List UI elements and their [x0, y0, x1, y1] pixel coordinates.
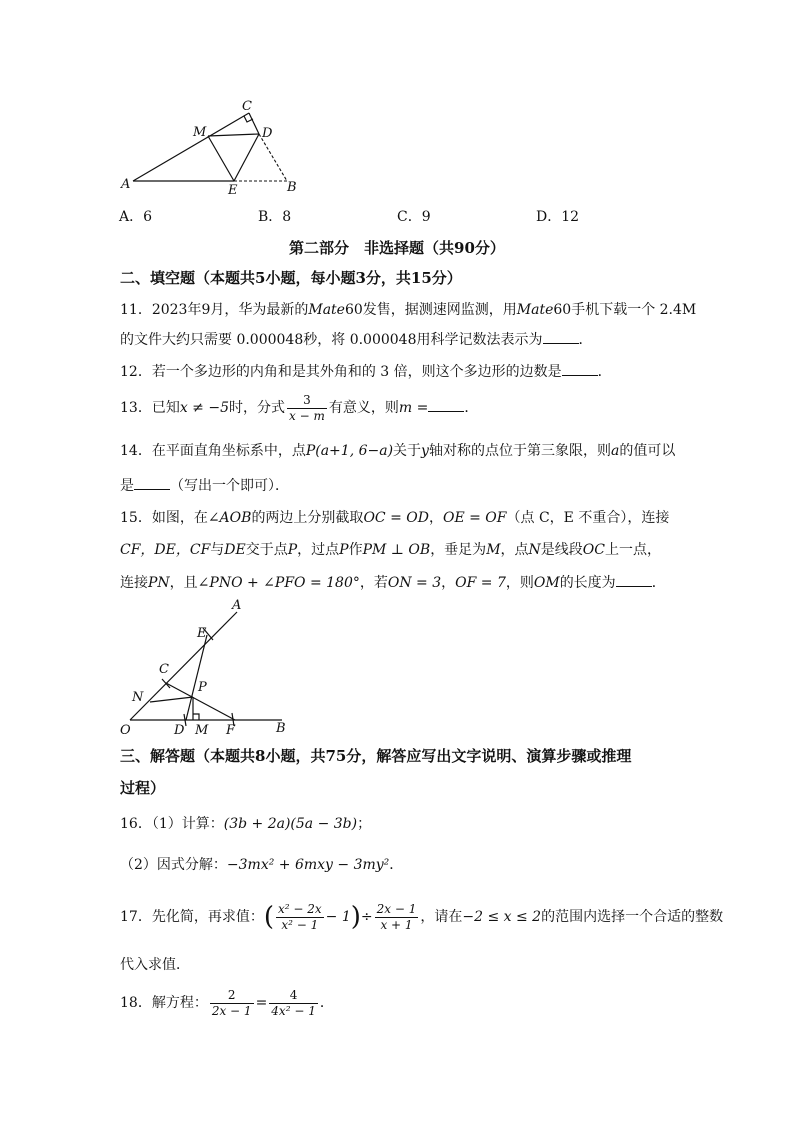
segment-db-dashed [259, 134, 287, 181]
segment-cd [249, 113, 259, 134]
fraction: $\frac{4}{\text{4x² − 1}}$ [271, 987, 316, 1018]
label-d: D [262, 126, 273, 141]
label-c: C [242, 99, 252, 114]
segment-ac [133, 113, 249, 181]
option-d: D．12 [536, 209, 580, 225]
answer-blank [562, 363, 598, 376]
q16-part1: 16．（1）计算：(3b + 2a)(5a − 3b)； [120, 816, 372, 832]
q18: 18．解方程： $\frac{2}{2x - 1}$ = $\frac{4}{\text{4x² − 1}}$ ． [120, 987, 334, 1018]
fraction: $\frac{2}{2x - 1}$ [211, 987, 252, 1018]
answer-blank [428, 399, 464, 412]
label-a: A [232, 598, 242, 613]
segment-de [186, 635, 207, 720]
label-e: E [228, 183, 238, 198]
segment-np [150, 697, 193, 702]
ray-oa [130, 612, 237, 720]
q11-line2: 的文件大约只需要 0.000048秒，将 0.000048用科学记数法表示为 ． [120, 332, 593, 348]
q13: 13．已知x ≠ −5时，分式 $\frac{3}{x - m}$ 有意义，则m = ． [120, 392, 479, 423]
label-c: C [159, 662, 169, 677]
q12: 12．若一个多边形的内角和是其外角和的 3 倍，则这个多边形的边数是 ． [120, 364, 612, 380]
label-f: F [226, 723, 236, 738]
option-a: A．6 [119, 209, 153, 225]
answer-blank [134, 477, 170, 490]
segment-md [208, 134, 259, 136]
q15-line1: 15．如图，在∠AOB的两边上分别截取OC = OD，OE = OF（点 C，E 不重合），连接 [120, 510, 670, 526]
segment-me [208, 136, 234, 181]
label-d: D [174, 723, 185, 738]
q17-line2: 代入求值． [120, 957, 190, 973]
label-o: O [120, 723, 131, 738]
section3-title-line1: 三、解答题（本题共8小题，共75分，解答应写出文字说明、演算步骤或推理 [120, 747, 632, 765]
fraction: $\frac{3}{x - m}$ [289, 392, 325, 423]
q14-line1: 14．在平面直角坐标系中，点P(a+1, 6−a)关于y轴对称的点位于第三象限，则a的值可以 [120, 443, 676, 459]
q17-line1: 17．先化简，再求值：( $\frac{\text{x² − 2x}}{\text{x² − 1}}$ − 1)÷ $\frac{2x - 1}{x + 1}$ ，请在−2 ≤ x ≤ 2的范围内选择一个合适的整数 [120, 901, 724, 932]
q14-line2: 是 （写出一个即可）． [120, 478, 289, 494]
option-b: B．8 [258, 209, 292, 225]
right-angle-mark-m [193, 714, 199, 720]
label-b: B [287, 180, 297, 195]
figure-triangle-abc [110, 95, 310, 200]
q16-part2: （2）因式分解：−3mx² + 6mxy − 3my²． [120, 857, 404, 873]
answer-blank [543, 331, 579, 344]
answer-blank [616, 574, 652, 587]
figure-angle-aob [110, 596, 310, 738]
label-b: B [276, 721, 286, 736]
option-c: C．9 [397, 209, 431, 225]
label-m: M [193, 125, 207, 140]
label-a: A [121, 177, 131, 192]
label-e: E [197, 626, 207, 641]
section2-title: 二、填空题（本题共5小题，每小题3分，共15分） [120, 269, 462, 287]
q11-line1: 11．2023年9月，华为最新的Mate60发售，据测速网监测，用Mate60手机下载一个 2.4M [120, 302, 697, 318]
label-n: N [132, 690, 144, 705]
q15-line2: CF，DE，CF与DE交于点P，过点P作PM ⊥ OB，垂足为M，点N是线段OC上一点， [120, 542, 661, 558]
q15-line3: 连接PN，且∠PNO + ∠PFO = 180°，若ON = 3，OF = 7，则OM的长度为 ． [120, 575, 666, 591]
label-p: P [198, 680, 207, 695]
part2-title: 第二部分 非选择题（共90分） [289, 239, 505, 257]
segment-de [234, 134, 259, 181]
fraction: $\frac{\text{x² − 2x}}{\text{x² − 1}}$ [277, 901, 322, 932]
fraction: $\frac{2x - 1}{x + 1}$ [376, 901, 417, 932]
section3-title-line2: 过程） [120, 779, 166, 797]
label-m: M [195, 723, 209, 738]
